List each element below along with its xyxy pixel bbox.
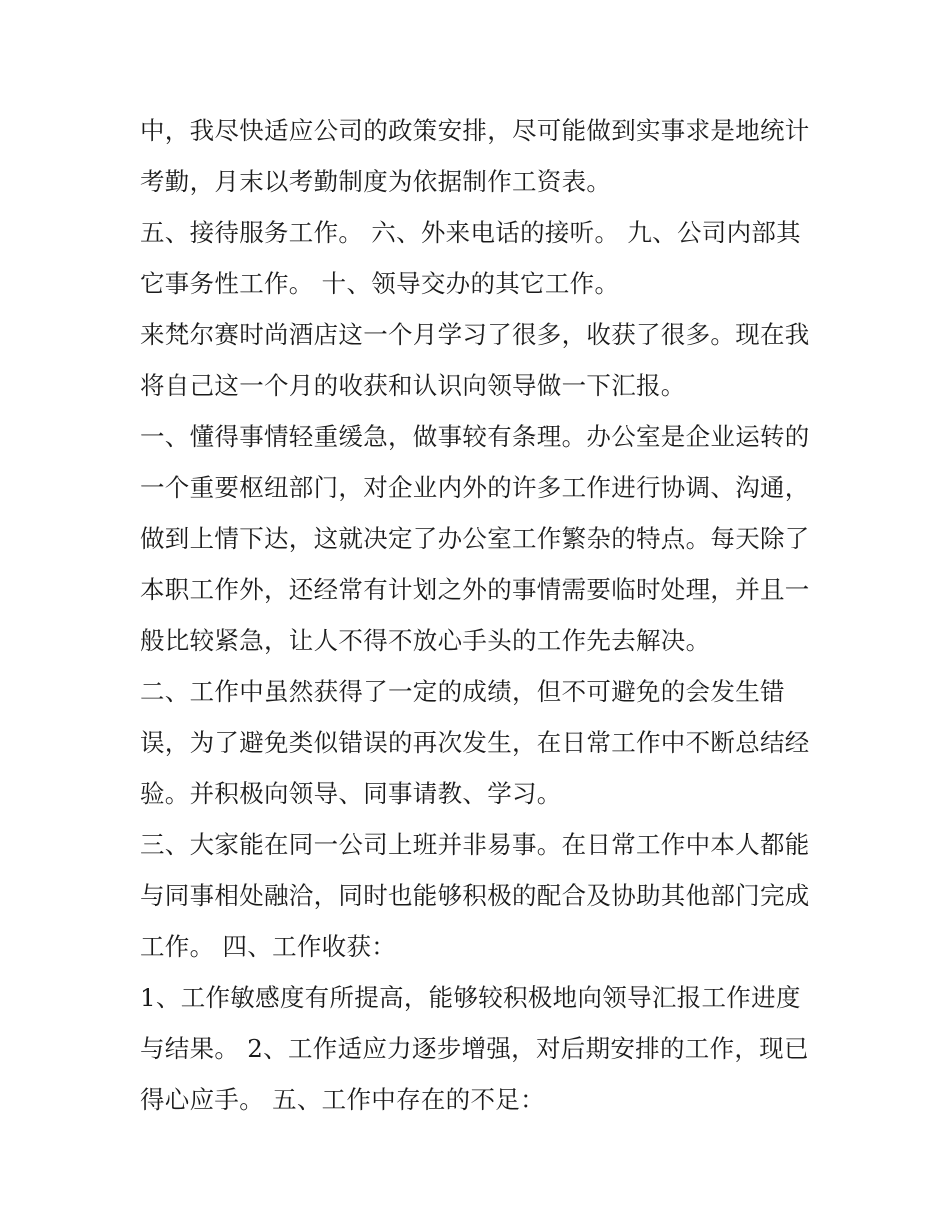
text-line: 验。并积极向领导、同事请教、学习。 — [140, 779, 562, 808]
text-line: 做到上情下达，这就决定了办公室工作繁杂的特点。每天除了 — [140, 524, 810, 553]
text-line: 它事务性工作。 十、领导交办的其它工作。 — [140, 269, 620, 298]
text-line: 工作。 四、工作收获： — [140, 932, 397, 961]
text-line: 般比较紧急，让人不得不放心手头的工作先去解决。 — [140, 626, 711, 655]
text-line: 1、工作敏感度有所提高，能够较积极地向领导汇报工作进度 — [140, 983, 801, 1012]
document-body — [140, 105, 820, 1125]
text-line: 三、大家能在同一公司上班并非易事。在日常工作中本人都能 — [140, 830, 810, 859]
text-line: 与同事相处融洽，同时也能够积极的配合及协助其他部门完成 — [140, 881, 810, 910]
text-line: 将自己这一个月的收获和认识向领导做一下汇报。 — [140, 371, 686, 400]
text-line: 中，我尽快适应公司的政策安排，尽可能做到实事求是地统计 — [140, 116, 810, 145]
text-line: 一、懂得事情轻重缓急，做事较有条理。办公室是企业运转的 — [140, 422, 810, 451]
text-line: 本职工作外，还经常有计划之外的事情需要临时处理，并且一 — [140, 575, 810, 604]
text-line: 来梵尔赛时尚酒店这一个月学习了很多，收获了很多。现在我 — [140, 320, 810, 349]
text-line: 与结果。 2、工作适应力逐步增强，对后期安排的工作，现已 — [140, 1034, 809, 1063]
text-line: 五、接待服务工作。 六、外来电话的接听。 九、公司内部其 — [140, 218, 801, 247]
text-line: 考勤，月末以考勤制度为依据制作工资表。 — [140, 167, 612, 196]
text-line: 得心应手。 五、工作中存在的不足： — [140, 1085, 545, 1114]
text-line: 二、工作中虽然获得了一定的成绩，但不可避免的会发生错 — [140, 677, 785, 706]
text-line: 误，为了避免类似错误的再次发生，在日常工作中不断总结经 — [140, 728, 810, 757]
text-line: 一个重要枢纽部门，对企业内外的许多工作进行协调、沟通， — [140, 473, 810, 502]
